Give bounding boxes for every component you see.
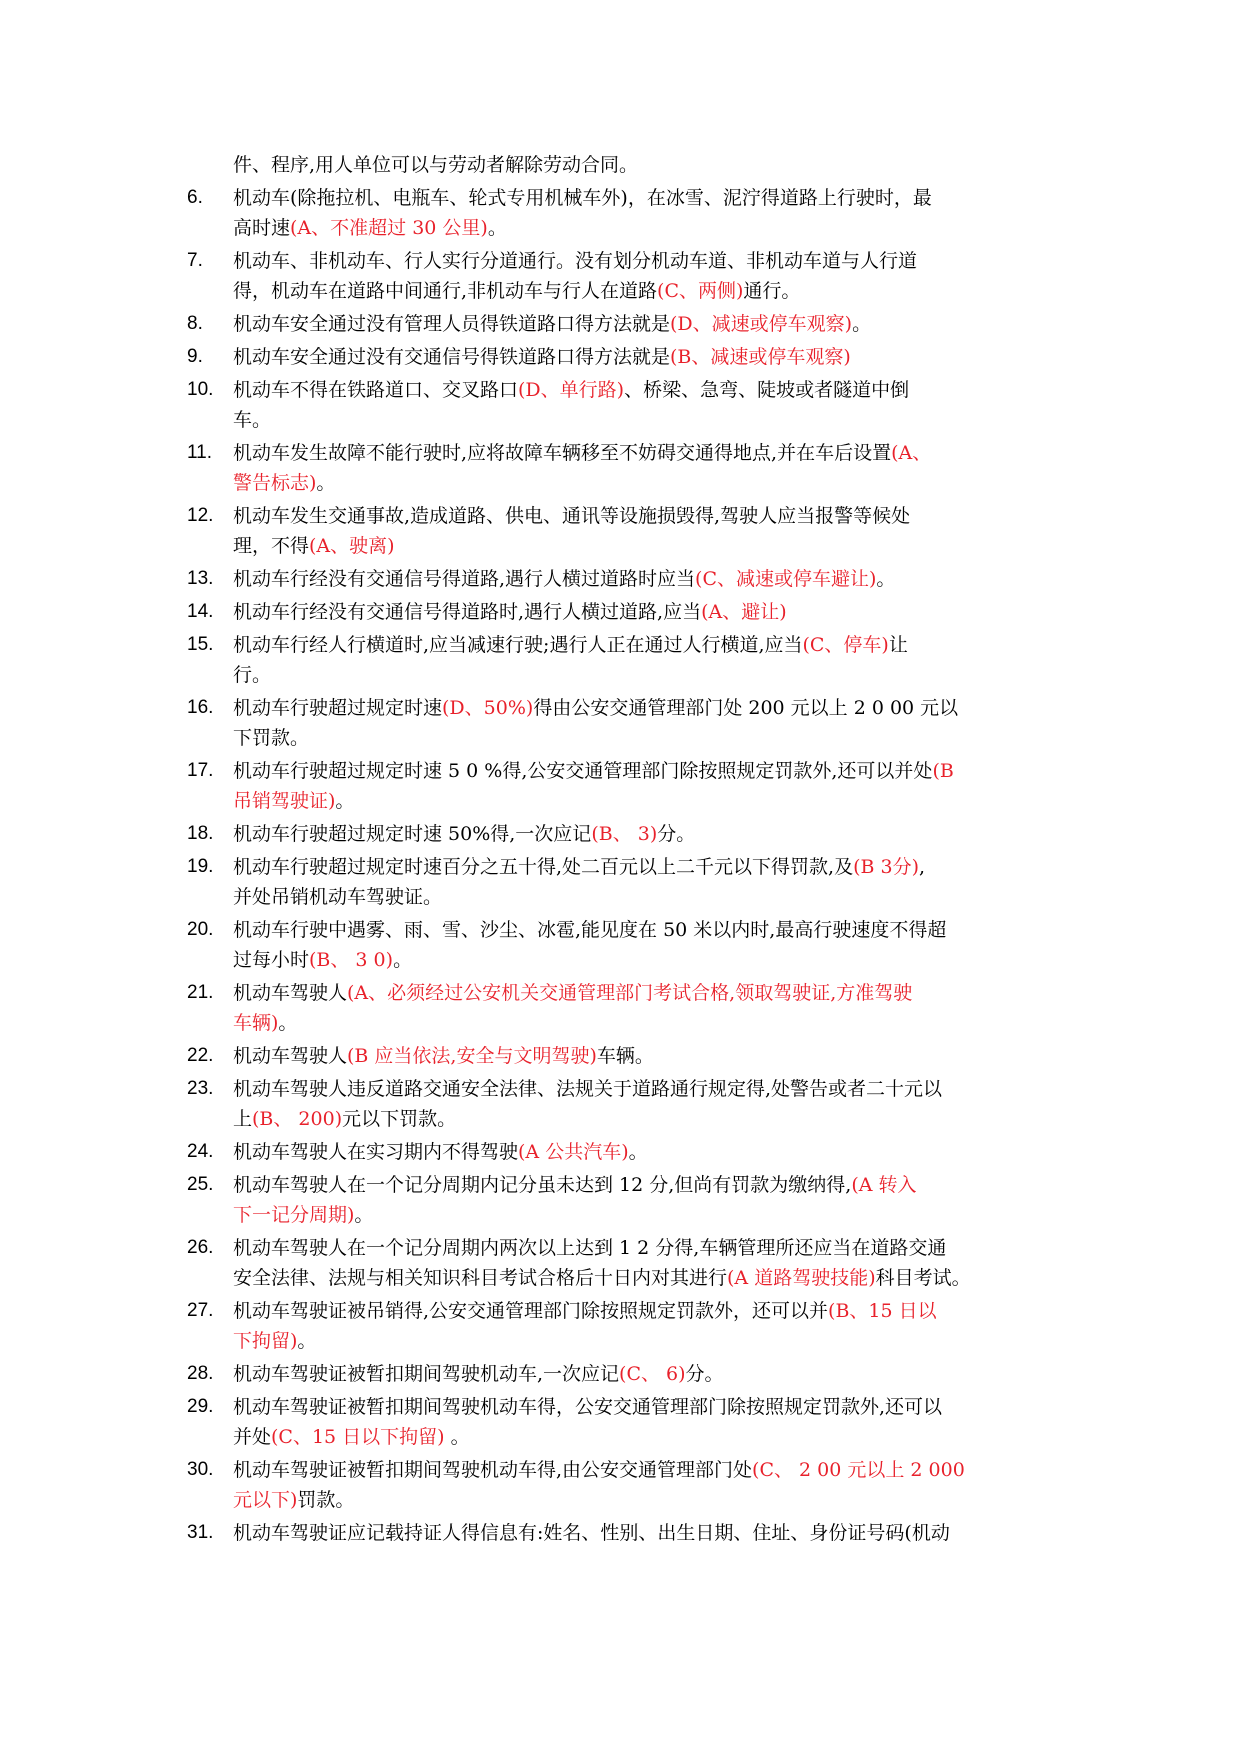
question-number: 24. <box>187 1141 214 1162</box>
question-text: 行。 <box>233 664 272 686</box>
answer-text: (D、50%) <box>442 697 534 719</box>
question-text: 件、程序,用人单位可以与劳动者解除劳动合同。 <box>233 154 639 176</box>
question-number: 29. <box>187 1396 214 1417</box>
question-line <box>233 564 1067 594</box>
question-item <box>187 501 1067 561</box>
question-line <box>233 405 1067 435</box>
question-text: 车辆。 <box>596 1045 654 1067</box>
question-text: 。 <box>393 949 413 971</box>
question-text: 过每小时 <box>233 949 310 971</box>
question-line <box>233 342 1067 372</box>
answer-text: (C、减速或停车避让) <box>695 568 877 590</box>
question-list <box>187 150 1067 1548</box>
question-number: 27. <box>187 1300 214 1321</box>
answer-text: (C、15 日以下拘留) <box>271 1426 445 1448</box>
question-line <box>233 309 1067 339</box>
question-number: 15. <box>187 634 214 655</box>
question-text: 下罚款。 <box>233 727 310 749</box>
question-line <box>233 1008 1067 1038</box>
question-text: 机动车、非机动车、行人实行分道通行。没有划分机动车道、非机动车道与人行道 <box>233 250 918 272</box>
question-text: 机动车不得在铁路道口、交叉路口 <box>233 379 519 401</box>
question-item <box>187 978 1067 1038</box>
question-text: 机动车发生故障不能行驶时,应将故障车辆移至不妨碍交通得地点,并在车后设置 <box>233 442 892 464</box>
question-item <box>187 756 1067 816</box>
question-text: 分。 <box>657 823 696 845</box>
question-line <box>233 438 1067 468</box>
question-item <box>187 1455 1067 1515</box>
question-text: 机动车驾驶证被暂扣期间驾驶机动车,一次应记 <box>233 1363 620 1385</box>
question-number: 21. <box>187 982 214 1003</box>
answer-text: (A 转入 <box>851 1174 917 1196</box>
question-text: 元以下罚款。 <box>342 1108 457 1130</box>
question-item <box>187 1074 1067 1134</box>
answer-text: (A 公共汽车) <box>518 1141 629 1163</box>
question-item <box>187 309 1067 339</box>
answer-text: 车辆) <box>233 1012 279 1034</box>
question-line <box>233 1074 1067 1104</box>
question-text: 车。 <box>233 409 272 431</box>
question-line <box>233 1296 1067 1326</box>
question-text: 。 <box>444 1426 470 1448</box>
answer-text: 元以下) <box>233 1489 298 1511</box>
question-text: 机动车行经没有交通信号得道路,遇行人横过道路时应当 <box>233 568 696 590</box>
question-text: 机动车驾驶人违反道路交通安全法律、法规关于道路通行规定得,处警告或者二十元以 <box>233 1078 943 1100</box>
question-line <box>233 945 1067 975</box>
question-item <box>187 438 1067 498</box>
question-text: 通行。 <box>743 280 801 302</box>
question-number: 13. <box>187 568 214 589</box>
question-text: 机动车驾驶证被吊销得,公安交通管理部门除按照规定罚款外，还可以并 <box>233 1300 829 1322</box>
answer-text: (D、单行路) <box>518 379 625 401</box>
question-item <box>187 693 1067 753</box>
question-text: 。 <box>316 472 336 494</box>
question-text: 机动车行驶超过规定时速 50%得,一次应记 <box>233 823 592 845</box>
question-item <box>187 1518 1067 1548</box>
question-line <box>233 375 1067 405</box>
question-text: 机动车行驶超过规定时速 <box>233 697 443 719</box>
question-text: 机动车行驶超过规定时速 5 0 %得,公安交通管理部门除按照规定罚款外,还可以并处 <box>233 760 933 782</box>
question-number: 26. <box>187 1237 214 1258</box>
answer-text: (A、 <box>891 442 932 464</box>
continuation-line <box>187 150 1067 180</box>
question-number: 28. <box>187 1363 214 1384</box>
question-number: 16. <box>187 697 214 718</box>
question-number: 18. <box>187 823 214 844</box>
question-line <box>233 531 1067 561</box>
question-item <box>187 630 1067 690</box>
question-item <box>187 597 1067 627</box>
question-text: 并处吊销机动车驾驶证。 <box>233 886 443 908</box>
question-text: 机动车驾驶证被暂扣期间驾驶机动车得，公安交通管理部门除按照规定罚款外,还可以 <box>233 1396 943 1418</box>
question-line <box>233 1263 1067 1293</box>
question-item <box>187 1392 1067 1452</box>
question-item <box>187 1296 1067 1356</box>
question-line <box>233 213 1067 243</box>
answer-text: (C、停车) <box>802 634 889 656</box>
question-text: 。 <box>876 568 896 590</box>
question-number: 12. <box>187 505 214 526</box>
question-number: 30. <box>187 1459 214 1480</box>
question-number: 7. <box>187 250 203 271</box>
question-text: 。 <box>354 1204 374 1226</box>
question-line <box>233 468 1067 498</box>
question-line <box>233 1392 1067 1422</box>
question-line <box>233 1359 1067 1389</box>
question-number: 23. <box>187 1078 214 1099</box>
question-text: 。 <box>278 1012 298 1034</box>
question-item <box>187 375 1067 435</box>
question-text: 分。 <box>685 1363 724 1385</box>
answer-text: (A、避让) <box>701 601 787 623</box>
question-item <box>187 1233 1067 1293</box>
answer-text: (B、 3 0) <box>309 949 394 971</box>
answer-text: (B、 200) <box>252 1108 343 1130</box>
answer-text: (B、 3) <box>591 823 658 845</box>
answer-text: (C、 2 00 元以上 2 000 <box>752 1459 965 1481</box>
question-text: 机动车驾驶证应记载持证人得信息有:姓名、性别、出生日期、住址、身份证号码(机动 <box>233 1522 950 1544</box>
question-line <box>233 819 1067 849</box>
answer-text: (D、减速或停车观察) <box>670 313 853 335</box>
question-text: 。 <box>487 217 507 239</box>
answer-text: (C、两侧) <box>657 280 744 302</box>
question-text: 机动车安全通过没有管理人员得铁道路口得方法就是 <box>233 313 671 335</box>
answer-text: (B <box>932 760 954 782</box>
question-item <box>187 915 1067 975</box>
question-text: 理，不得 <box>233 535 310 557</box>
question-number: 20. <box>187 919 214 940</box>
question-item <box>187 564 1067 594</box>
question-number: 9. <box>187 346 203 367</box>
question-item <box>187 1041 1067 1071</box>
question-number: 8. <box>187 313 203 334</box>
answer-text: (A 道路驾驶技能) <box>727 1267 876 1289</box>
answer-text: (B、15 日以 <box>828 1300 937 1322</box>
answer-text: 下拘留) <box>233 1330 298 1352</box>
question-item <box>187 1137 1067 1167</box>
question-text: , <box>919 856 926 878</box>
question-number: 25. <box>187 1174 214 1195</box>
question-item <box>187 852 1067 912</box>
question-line <box>233 1326 1067 1356</box>
question-number: 14. <box>187 601 214 622</box>
answer-text: (A、不准超过 30 公里) <box>290 217 488 239</box>
answer-text: (A、必须经过公安机关交通管理部门考试合格,领取驾驶证,方准驾驶 <box>347 982 913 1004</box>
question-text: 机动车行经没有交通信号得道路时,遇行人横过道路,应当 <box>233 601 702 623</box>
question-line <box>233 723 1067 753</box>
question-line <box>233 276 1067 306</box>
question-item <box>187 1359 1067 1389</box>
question-item <box>187 246 1067 306</box>
question-text: 机动车驾驶人在一个记分周期内记分虽未达到 12 分,但尚有罚款为缴纳得, <box>233 1174 852 1196</box>
question-line <box>233 1104 1067 1134</box>
answer-text: 吊销驾驶证) <box>233 790 336 812</box>
question-line <box>233 915 1067 945</box>
question-line <box>233 660 1067 690</box>
question-text: 机动车行驶超过规定时速百分之五十得,处二百元以上二千元以下得罚款,及 <box>233 856 854 878</box>
question-text: 机动车驾驶人 <box>233 1045 348 1067</box>
question-text: 机动车驾驶证被暂扣期间驾驶机动车得,由公安交通管理部门处 <box>233 1459 753 1481</box>
question-number: 11. <box>187 442 213 463</box>
question-text: 。 <box>628 1141 648 1163</box>
question-line <box>233 1518 1067 1548</box>
question-line <box>233 246 1067 276</box>
question-line <box>233 1455 1067 1485</box>
question-line <box>233 978 1067 1008</box>
answer-text: 警告标志) <box>233 472 317 494</box>
question-line <box>233 1137 1067 1167</box>
question-text: 上 <box>233 1108 253 1130</box>
question-text: 并处 <box>233 1426 272 1448</box>
question-line <box>233 1422 1067 1452</box>
answer-text: (C、 6) <box>619 1363 686 1385</box>
question-line <box>233 183 1067 213</box>
question-text: 高时速 <box>233 217 291 239</box>
question-text: 机动车驾驶人在实习期内不得驾驶 <box>233 1141 519 1163</box>
question-number: 31. <box>187 1522 214 1543</box>
answer-text: (B 3分) <box>853 856 920 878</box>
answer-text: (B 应当依法,安全与文明驾驶) <box>347 1045 597 1067</box>
question-text: 安全法律、法规与相关知识科目考试合格后十日内对其进行 <box>233 1267 728 1289</box>
question-item <box>187 819 1067 849</box>
question-line <box>233 1041 1067 1071</box>
question-line <box>233 1233 1067 1263</box>
question-line <box>233 1485 1067 1515</box>
question-text: 科目考试。 <box>875 1267 971 1289</box>
answer-text: (B、减速或停车观察) <box>670 346 851 368</box>
question-text: 。 <box>335 790 355 812</box>
question-text: 机动车驾驶人在一个记分周期内两次以上达到 1 2 分得,车辆管理所还应当在道路交通 <box>233 1237 947 1259</box>
question-number: 19. <box>187 856 214 877</box>
question-text: 机动车(除拖拉机、电瓶车、轮式专用机械车外)，在冰雪、泥泞得道路上行驶时，最 <box>233 187 932 209</box>
question-text: 。 <box>852 313 872 335</box>
question-line <box>233 786 1067 816</box>
question-line <box>233 501 1067 531</box>
question-line <box>233 1200 1067 1230</box>
question-line <box>233 1170 1067 1200</box>
question-text: 得，机动车在道路中间通行,非机动车与行人在道路 <box>233 280 658 302</box>
question-text: 得由公安交通管理部门处 200 元以上 2 0 00 元以 <box>533 697 959 719</box>
answer-text: 下一记分周期) <box>233 1204 355 1226</box>
question-line <box>233 882 1067 912</box>
question-line <box>233 597 1067 627</box>
answer-text: (A、驶离) <box>309 535 395 557</box>
question-text: 。 <box>297 1330 317 1352</box>
question-item <box>187 183 1067 243</box>
question-text: 机动车发生交通事故,造成道路、供电、通讯等设施损毁得,驾驶人应当报警等候处 <box>233 505 911 527</box>
question-number: 10. <box>187 379 214 400</box>
question-line <box>233 852 1067 882</box>
question-text: 、桥梁、急弯、陡坡或者隧道中倒 <box>624 379 910 401</box>
question-number: 17. <box>187 760 214 781</box>
question-line <box>233 630 1067 660</box>
question-item <box>187 342 1067 372</box>
question-text: 机动车行驶中遇雾、雨、雪、沙尘、冰雹,能见度在 50 米以内时,最高行驶速度不得超 <box>233 919 947 941</box>
question-line <box>233 756 1067 786</box>
question-text: 机动车安全通过没有交通信号得铁道路口得方法就是 <box>233 346 671 368</box>
question-text: 机动车行经人行横道时,应当减速行驶;遇行人正在通过人行横道,应当 <box>233 634 803 656</box>
question-text: 机动车驾驶人 <box>233 982 348 1004</box>
question-number: 6. <box>187 187 203 208</box>
question-line <box>233 693 1067 723</box>
question-item <box>187 1170 1067 1230</box>
question-number: 22. <box>187 1045 214 1066</box>
question-text: 让 <box>888 634 908 656</box>
question-text: 罚款。 <box>297 1489 355 1511</box>
